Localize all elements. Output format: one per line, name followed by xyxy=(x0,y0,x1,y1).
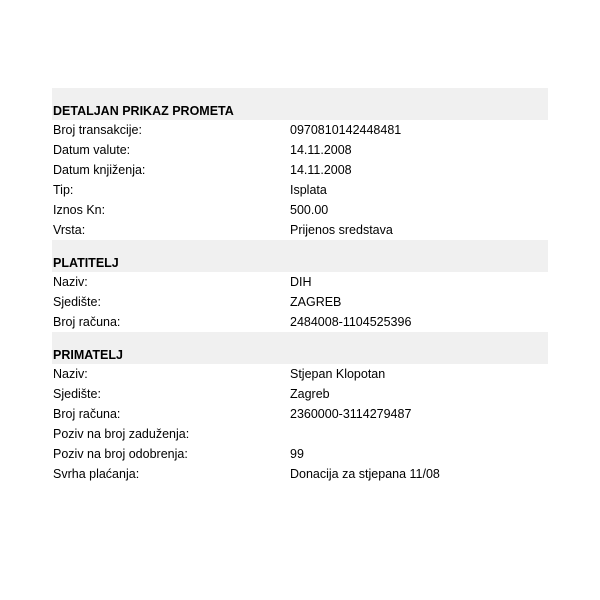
value-type: Isplata xyxy=(290,183,327,197)
row-debit-reference xyxy=(52,424,548,444)
label-kind: Vrsta: xyxy=(53,223,86,237)
label-recipient-account: Broj računa: xyxy=(53,407,121,421)
label-amount: Iznos Kn: xyxy=(53,203,106,217)
value-recipient-account: 2360000-3114279487 xyxy=(290,407,412,421)
row-transaction-number xyxy=(52,120,548,140)
label-payer-account: Broj računa: xyxy=(53,315,121,329)
row-payment-purpose xyxy=(52,464,548,484)
row-credit-reference xyxy=(52,444,548,464)
label-payer-name: Naziv: xyxy=(53,275,88,289)
value-payer-seat: ZAGREB xyxy=(290,295,342,309)
row-type xyxy=(52,180,548,200)
value-kind: Prijenos sredstava xyxy=(290,223,393,237)
value-payment-purpose: Donacija za stjepana 11/08 xyxy=(290,467,440,481)
label-payment-purpose: Svrha plaćanja: xyxy=(53,467,140,481)
row-booking-date xyxy=(52,160,548,180)
value-recipient-name: Stjepan Klopotan xyxy=(290,367,386,381)
row-payer-seat xyxy=(52,292,548,312)
value-value-date: 14.11.2008 xyxy=(290,143,352,157)
row-recipient-name xyxy=(52,364,548,384)
value-credit-reference: 99 xyxy=(290,447,304,461)
row-payer-name xyxy=(52,272,548,292)
label-credit-reference: Poziv na broj odobrenja: xyxy=(53,447,188,461)
value-amount: 500.00 xyxy=(290,203,329,217)
section-header-recipient xyxy=(52,332,548,364)
label-value-date: Datum valute: xyxy=(53,143,131,157)
label-booking-date: Datum knjiženja: xyxy=(53,163,146,177)
row-amount xyxy=(52,200,548,220)
transaction-detail-sheet xyxy=(52,88,548,484)
row-value-date xyxy=(52,140,548,160)
row-recipient-account xyxy=(52,404,548,424)
value-transaction-number: 0970810142448481 xyxy=(290,123,402,137)
section-title-transaction-detail: DETALJAN PRIKAZ PROMETA xyxy=(53,104,234,118)
row-recipient-seat xyxy=(52,384,548,404)
label-debit-reference: Poziv na broj zaduženja: xyxy=(53,427,190,441)
label-recipient-seat: Sjedište: xyxy=(53,387,101,401)
value-payer-name: DIH xyxy=(290,275,312,289)
section-header-transaction-detail xyxy=(52,88,548,120)
label-payer-seat: Sjedište: xyxy=(53,295,101,309)
row-kind xyxy=(52,220,548,240)
section-title-payer: PLATITELJ xyxy=(53,256,119,270)
section-header-payer xyxy=(52,240,548,272)
value-payer-account: 2484008-1104525396 xyxy=(290,315,412,329)
value-recipient-seat: Zagreb xyxy=(290,387,330,401)
row-payer-account xyxy=(52,312,548,332)
label-type: Tip: xyxy=(53,183,74,197)
section-title-recipient: PRIMATELJ xyxy=(53,348,123,362)
label-recipient-name: Naziv: xyxy=(53,367,88,381)
value-booking-date: 14.11.2008 xyxy=(290,163,352,177)
label-transaction-number: Broj transakcije: xyxy=(53,123,142,137)
